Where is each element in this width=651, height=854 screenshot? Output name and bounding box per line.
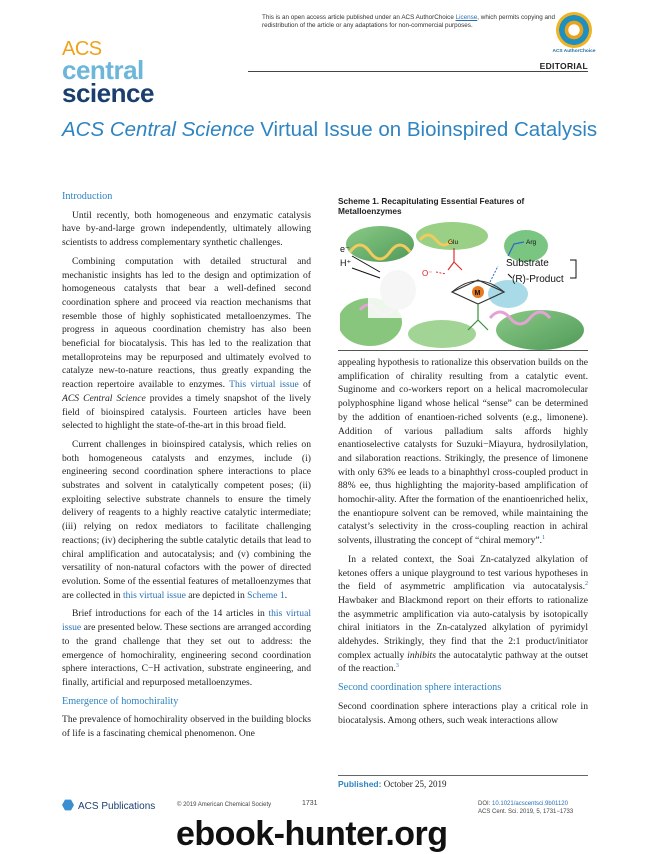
paragraph: Combining computation with detailed structural and mechanistic insights has led to the design and optimization of homogeneous catalysts that bear a well-defined second coordination sphere and proceed via reaction mechanisms that resemble those of highly sophisticated metalloenzymes. The progress in aqueous coordination chemistry has also been beneficial for biocatalysis. This has led to the realization that metalloproteins may be repurposed and ultimately evolved to catalyze new-to-nature reactions, thus greatly expanding the reaction repertoire available to enzymes. This virtual issue of ACS Central Science provides a timely snapshot of the lively field of bioinspired catalysis. Fourteen articles have been selected to highlight the state-of-the-art in this broad field. [62,255,311,432]
logo-line-central: central [62,55,144,85]
publisher-logo[interactable]: ACS Publications [62,799,155,812]
doi-link[interactable]: 10.1021/acscentsci.9b01120 [492,801,568,807]
section-label: EDITORIAL [539,61,588,71]
scheme-illustration [340,222,588,350]
scheme-divider [338,350,588,351]
authorchoice-badge-label: ACS AuthorChoice [552,49,596,54]
section-heading-homochirality: Emergence of homochirality [62,695,179,707]
product-label: (R)-Product [512,274,564,285]
doi-citation: DOI: 10.1021/acscentsci.9b01120 ACS Cent. Sci. 2019, 5, 1731−1733 [478,801,574,815]
scheme-caption: Scheme 1. Recapitulating Essential Features of Metalloenzymes [338,196,525,216]
left-column [62,190,311,746]
header-divider [248,71,588,72]
scheme-link[interactable]: Scheme 1 [247,589,285,601]
authorchoice-badge-icon[interactable] [556,12,592,48]
logo-line-acs: ACS [62,38,102,60]
virtual-issue-link[interactable]: this virtual issue [62,608,311,634]
paragraph: Until recently, both homogeneous and enzymatic catalysis have by-and-large grown independently, ultimately allowing scientists to address complementary synthetic challenges. [62,209,311,249]
paragraph: In a related context, the Soai Zn-catalyzed alkylation of ketones offers a unique playground to test various hypotheses in the field of asymmetric amplification via autocatalysis.$^2$ Hawbaker and Blackmond report on their efforts to rationalize the asymmetric amplification via auto-catalysis by isotopically chiral initiators in the Zn-catalyzed alkylation of pyrimidyl aldehydes. Strikingly, they find that the 2:1 product/initiator complex actually inhibits the autocatalytic pathway at the outset of the reaction.$^3$ [338,553,588,675]
reference-link[interactable]: 3 [395,663,399,670]
article-title: ACS Central Science Virtual Issue on Bioinspired Catalysis [62,118,598,141]
acs-hexagon-icon [62,799,74,811]
oxide-label: O⁻ [422,269,433,278]
proton-label: H⁺ [340,258,352,268]
virtual-issue-link[interactable]: this virtual issue [123,589,186,601]
electron-label: e⁻ [340,244,350,254]
section-heading-introduction: Introduction [62,191,113,202]
paragraph: appealing hypothesis to rationalize this observation builds on the amplification of chirality resulting from a catalytic event. Suginome and co-workers report on a helical macromolecular polyphosphine ligand whose helical “sense” can be determined by the addition of enantioen-riched solvents (e.g., limonene). Addition of various palladium salts affords highly enantioselective catalysts for Suzuki−Miayura, hydrosilylation, and silaboration reactions. Strikingly, the presence of limonene with only 63% ee leads to a binaphthyl cross-coupled product in 88% ee, thus highlighting the majority-based amplification of homochir-ality. After the formation of the enantioenriched helix, the enantiopure solvent can be removed, while maintaining the catalyst’s selectivity in the cross-coupling reaction in achiral solvents, illustrating the concept of “chiral memory”.$^1$ [338,357,588,547]
active-site-panel [368,262,458,318]
paragraph: Brief introductions for each of the 14 articles in this virtual issue are presented below. These sections are arranged according to the grand challenge that they set out to address: the emergence of homochirality, engineering second coordination sphere interactions, C−H activation, substrate engineering, and finally, artificial and repurposed metalloenzymes. [62,608,311,688]
copyright-notice: © 2019 American Chemical Society [177,802,272,808]
section-heading-second-coordination: Second coordination sphere interactions [338,682,502,694]
arg-label: Arg [526,239,537,246]
scheme-figure [340,222,588,350]
logo-line-science: science [62,78,154,108]
virtual-issue-link[interactable]: This virtual issue [229,379,299,391]
reference-link[interactable]: 2 [585,581,588,588]
metal-label: M [474,290,481,297]
license-notice: This is an open access article published under an ACS AuthorChoice License, which permits copying and redistribution of the article or any adaptations for non-commercial purposes. [262,14,555,29]
license-link[interactable]: License [455,14,478,21]
paragraph: The prevalence of homochirality observed in the building blocks of life is a fascinating chemical phenomenon. One [62,714,311,740]
journal-logo[interactable] [62,38,154,108]
published-date: Published: October 25, 2019 [338,779,447,789]
watermark: ebook-hunter.org [176,815,448,853]
right-column [338,356,588,732]
page-number: 1731 [302,800,318,807]
paragraph: Current challenges in bioinspired catalysis, which relies on both homogeneous catalysts and enzymes, include (i) engineering second coordination sphere interactions to place substrates and solvent in catalytically competent poses; (ii) exploiting selective substrate channels to ensure the timely delivery of reagents to a highly reactive catalytic intermediate; (iii) relying on redox mediators to facilitate challenging reactions; (iv) deciphering the subtle catalytic details that lead to chiral amplification and autocatalysis; and (v) combining the versatility of non-natural cofactors with the power of directed evolution. Some of the essential features of metalloenzymes that are collected in this virtual issue are depicted in Scheme 1. [62,438,311,601]
substrate-label: Substrate [506,258,549,269]
paragraph: Second coordination sphere interactions play a critical role in biocatalysis. Among others, such weak interactions allow [338,700,588,726]
footer-divider [338,775,588,776]
glu-label: Glu [448,239,459,246]
reference-link[interactable]: 1 [542,534,546,541]
